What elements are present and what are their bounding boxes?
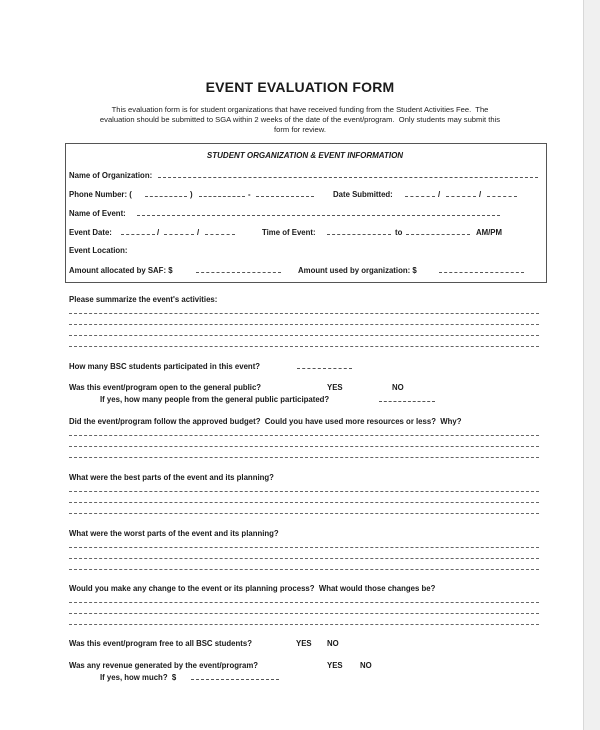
event-date-slash-1: / xyxy=(157,228,160,237)
worst-parts-answer-line[interactable] xyxy=(69,547,539,548)
submitted-year-field[interactable] xyxy=(487,196,517,197)
free-no[interactable]: NO xyxy=(327,639,339,648)
date-submitted-label: Date Submitted: xyxy=(333,190,393,199)
best-parts-answer-line[interactable] xyxy=(69,491,539,492)
event-day-field[interactable] xyxy=(164,234,194,235)
public-count-question: If yes, how many people from the general public participated? xyxy=(100,395,330,404)
worst-parts-answer-line[interactable] xyxy=(69,558,539,559)
summarize-answer-line[interactable] xyxy=(69,324,539,325)
summarize-answer-line[interactable] xyxy=(69,335,539,336)
submitted-slash-1: / xyxy=(438,190,441,199)
org-field[interactable] xyxy=(158,177,538,178)
summarize-answer-line[interactable] xyxy=(69,346,539,347)
submitted-month-field[interactable] xyxy=(405,196,435,197)
change-answer-line[interactable] xyxy=(69,602,539,603)
event-location-label: Event Location: xyxy=(69,246,128,255)
budget-answer-line[interactable] xyxy=(69,435,539,436)
bsc-count-question: How many BSC students participated in this event? xyxy=(69,362,261,371)
form-title: EVENT EVALUATION FORM xyxy=(205,79,395,95)
open-public-yes[interactable]: YES xyxy=(327,383,343,392)
amount-used-label: Amount used by organization: $ xyxy=(298,266,417,275)
time-start-field[interactable] xyxy=(327,234,391,235)
open-public-no[interactable]: NO xyxy=(392,383,404,392)
summarize-question: Please summarize the event's activities: xyxy=(69,295,218,304)
event-date-slash-2: / xyxy=(197,228,200,237)
time-to-label: to xyxy=(395,228,403,237)
amount-allocated-field[interactable] xyxy=(196,272,281,273)
phone-close-paren: ) xyxy=(190,190,193,199)
how-much-label: If yes, how much? $ xyxy=(100,673,177,682)
bsc-count-field[interactable] xyxy=(297,368,352,369)
phone-prefix-field[interactable] xyxy=(199,196,245,197)
budget-answer-line[interactable] xyxy=(69,457,539,458)
worst-parts-question: What were the worst parts of the event and its planning? xyxy=(69,529,279,538)
change-answer-line[interactable] xyxy=(69,624,539,625)
best-parts-answer-line[interactable] xyxy=(69,513,539,514)
phone-dash: - xyxy=(248,190,251,199)
event-date-label: Event Date: xyxy=(69,228,112,237)
intro-line-3: form for review. xyxy=(274,125,326,134)
page-margin xyxy=(584,0,600,730)
event-year-field[interactable] xyxy=(205,234,235,235)
best-parts-answer-line[interactable] xyxy=(69,502,539,503)
revenue-yes[interactable]: YES xyxy=(327,661,343,670)
public-count-field[interactable] xyxy=(379,401,435,402)
intro-line-1: This evaluation form is for student organizations that have received funding from the Student Activities Fee. The xyxy=(111,105,489,114)
how-much-field[interactable] xyxy=(191,679,279,680)
free-question: Was this event/program free to all BSC students? xyxy=(69,639,252,648)
phone-line-field[interactable] xyxy=(256,196,314,197)
revenue-no[interactable]: NO xyxy=(360,661,372,670)
phone-label: Phone Number: ( xyxy=(69,190,132,199)
event-time-label: Time of Event: xyxy=(262,228,316,237)
event-name-field[interactable] xyxy=(137,215,500,216)
event-month-field[interactable] xyxy=(121,234,155,235)
budget-answer-line[interactable] xyxy=(69,446,539,447)
submitted-slash-2: / xyxy=(479,190,482,199)
worst-parts-answer-line[interactable] xyxy=(69,569,539,570)
org-label: Name of Organization: xyxy=(69,171,153,180)
intro-line-2: evaluation should be submitted to SGA within 2 weeks of the date of the event/program. Only students may submit this xyxy=(99,115,501,124)
change-answer-line[interactable] xyxy=(69,613,539,614)
phone-area-field[interactable] xyxy=(145,196,187,197)
summarize-answer-line[interactable] xyxy=(69,313,539,314)
info-heading: STUDENT ORGANIZATION & EVENT INFORMATION xyxy=(206,151,404,160)
free-yes[interactable]: YES xyxy=(296,639,312,648)
amount-allocated-label: Amount allocated by SAF: $ xyxy=(69,266,173,275)
open-public-question: Was this event/program open to the general public? xyxy=(69,383,262,392)
amount-used-field[interactable] xyxy=(439,272,524,273)
budget-question: Did the event/program follow the approved budget? Could you have used more resources or less? Why? xyxy=(69,417,462,426)
time-end-field[interactable] xyxy=(406,234,470,235)
submitted-day-field[interactable] xyxy=(446,196,476,197)
info-box xyxy=(65,143,547,283)
ampm-label: AM/PM xyxy=(476,228,502,237)
change-question: Would you make any change to the event or its planning process? What would those changes be? xyxy=(69,584,436,593)
event-name-label: Name of Event: xyxy=(69,209,126,218)
best-parts-question: What were the best parts of the event and its planning? xyxy=(69,473,274,482)
revenue-question: Was any revenue generated by the event/program? xyxy=(69,661,259,670)
